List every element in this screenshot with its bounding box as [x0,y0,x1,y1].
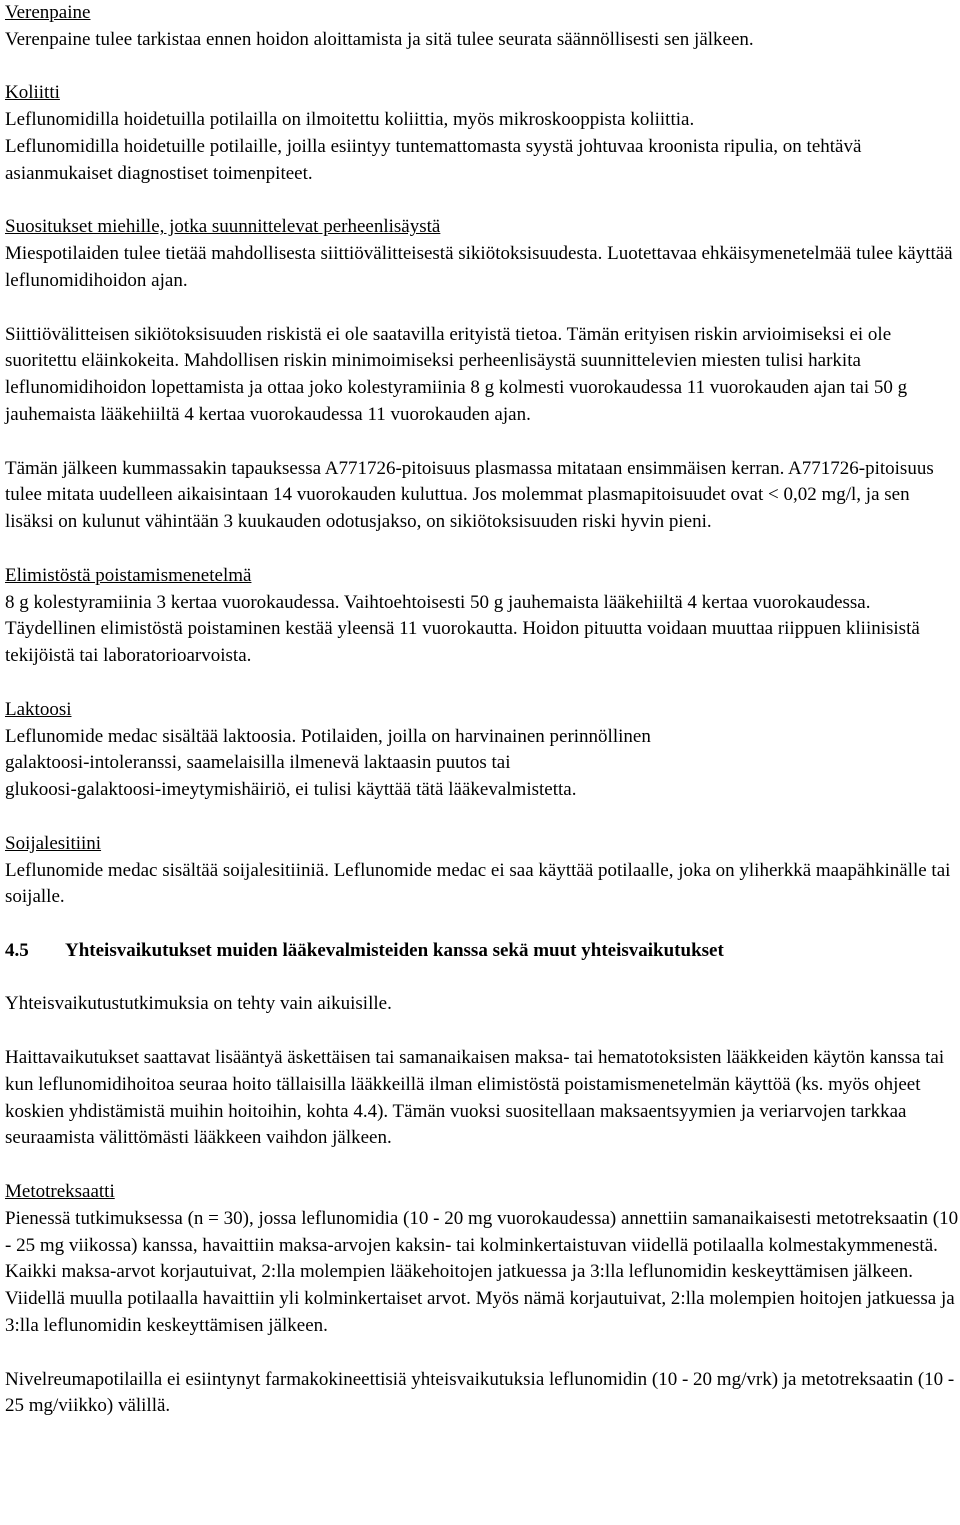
paragraph: Miespotilaiden tulee tietää mahdollisesta siittiövälitteisestä sikiötoksisuudesta. Luotettavaa ehkäisymenetelmää tulee käyttää leflunomidihoidon ajan. [5,243,953,291]
paragraph: Verenpaine tulee tarkistaa ennen hoidon aloittamista ja sitä tulee seurata säännöllisesti sen jälkeen. [5,28,754,50]
section-heading-4-5 [5,938,959,965]
heading-suositukset: Suositukset miehille, jotka suunnittelevat perheenlisäystä [5,216,441,238]
section-verenpaine [5,0,959,54]
section-soijalesitiini [5,831,959,911]
paragraph: Leflunomidilla hoidetuilla potilailla on ilmoitettu koliittia, myös mikroskooppista koliittia. [5,109,695,131]
heading-laktoosi: Laktoosi [5,698,72,720]
paragraph-line: glukoosi-galaktoosi-imeytymishäiriö, ei tulisi käyttää tätä lääkevalmistetta. [5,779,577,801]
heading-verenpaine: Verenpaine [5,2,91,23]
paragraph-line: galaktoosi-intoleranssi, saamelaisilla ilmenevä laktaasin puutos tai [5,752,511,774]
paragraph: Leflunomidilla hoidetuille potilaille, joilla esiintyy tuntemattomasta syystä johtuvaa kroonista ripulia, on tehtävä asianmukaiset diagnostiset toimenpiteet. [5,135,862,184]
heading-koliitti: Koliitti [5,82,60,104]
paragraph: 8 g kolestyramiinia 3 kertaa vuorokaudessa. Vaihtoehtoisesti 50 g jauhemaista lääkehiiltä 4 kertaa vuorokaudessa. Täydellinen elimistöstä poistaminen kestää yleensä 11 vuorokautta. Hoidon pituutta voidaan muuttaa riippuen kliinisistä tekijöistä tai laboratorioarvoista. [5,591,920,667]
section-4-5 [5,938,959,1152]
paragraph: Nivelreumapotilailla ei esiintynyt farmakokineettisiä yhteisvaikutuksia leflunomidin (10 - 20 mg/vrk) ja metotreksaatin (10 - 25 mg/viikko) välillä. [5,1368,955,1417]
section-number: 4.5 [5,939,29,961]
document-page [5,0,959,1420]
paragraph: Leflunomide medac sisältää soijalesitiiniä. Leflunomide medac ei saa käyttää potilaalle, joka on yliherkkä maapähkinälle tai soijalle. [5,859,951,908]
section-title: Yhteisvaikutukset muiden lääkevalmisteiden kanssa sekä muut yhteisvaikutukset [65,939,724,961]
section-koliitti [5,80,959,187]
heading-elimistosta: Elimistöstä poistamismenetelmä [5,564,252,586]
paragraph-line: Leflunomide medac sisältää laktoosia. Potilaiden, joilla on harvinainen perinnöllinen [5,725,651,747]
section-metotreksaatti [5,1179,959,1420]
heading-soijalesitiini: Soijalesitiini [5,832,102,854]
paragraph: Siittiövälitteisen sikiötoksisuuden riskistä ei ole saatavilla erityistä tietoa. Tämän erityisen riskin arvioimiseksi ei ole suoritettu eläinkokeita. Mahdollisen riskin minimoimiseksi perheenlisäystä suunnittelevien miesten tulisi harkita leflunomidihoidon lopettamista ja ottaa joko kolestyramiinia 8 g kolmesti vuorokaudessa 11 vuorokauden ajan tai 50 g jauhemaista lääkehiiltä 4 kertaa vuorokaudessa 11 vuorokauden ajan. [5,323,908,425]
paragraph: Haittavaikutukset saattavat lisääntyä äskettäisen tai samanaikaisen maksa- tai hematotoksisten lääkkeiden käytön kanssa tai kun leflunomidihoitoa seuraa hoito tällaisilla lääkkeillä ilman elimistöstä poistamismenetelmän käyttöä (ks. myös ohjeet koskien yhdistämistä muihin hoitoihin, kohta 4.4). Tämän vuoksi suositellaan maksaentsyymien ja veriarvojen tarkkaa seuraamista välittömästi lääkkeen vaihdon jälkeen. [5,1047,945,1149]
section-elimistosta [5,563,959,670]
paragraph: Pienessä tutkimuksessa (n = 30), jossa leflunomidia (10 - 20 mg vuorokaudessa) annettiin samanaikaisesti metotreksaatin (10 - 25 mg viikossa) kanssa, havaittiin maksa-arvojen kaksin- tai kolminkertaistuvan viidellä potilaalla kolmestakymmenestä. Kaikki maksa-arvot korjautuivat, 2:lla molempien lääkehoitojen jatkuessa ja 3:lla leflunomidin keskeyttämisen jälkeen. Viidellä muulla potilaalla havaittiin yli kolminkertaiset arvot. Myös nämä korjautuivat, 2:lla molempien hoitojen jatkuessa ja 3:lla leflunomidin keskeyttämisen jälkeen. [5,1207,959,1337]
heading-metotreksaatti: Metotreksaatti [5,1181,115,1203]
section-laktoosi [5,697,959,804]
paragraph: Tämän jälkeen kummassakin tapauksessa A771726-pitoisuus plasmassa mitataan ensimmäisen kerran. A771726-pitoisuus tulee mitata uudelleen aikaisintaan 14 vuorokauden kuluttua. Jos molemmat plasmapitoisuudet ovat < 0,02 mg/l, ja sen lisäksi on kulunut vähintään 3 kuukauden odotusjakso, on sikiötoksisuuden riski hyvin pieni. [5,457,934,533]
section-suositukset [5,214,959,536]
paragraph: Yhteisvaikutustutkimuksia on tehty vain aikuisille. [5,993,392,1015]
